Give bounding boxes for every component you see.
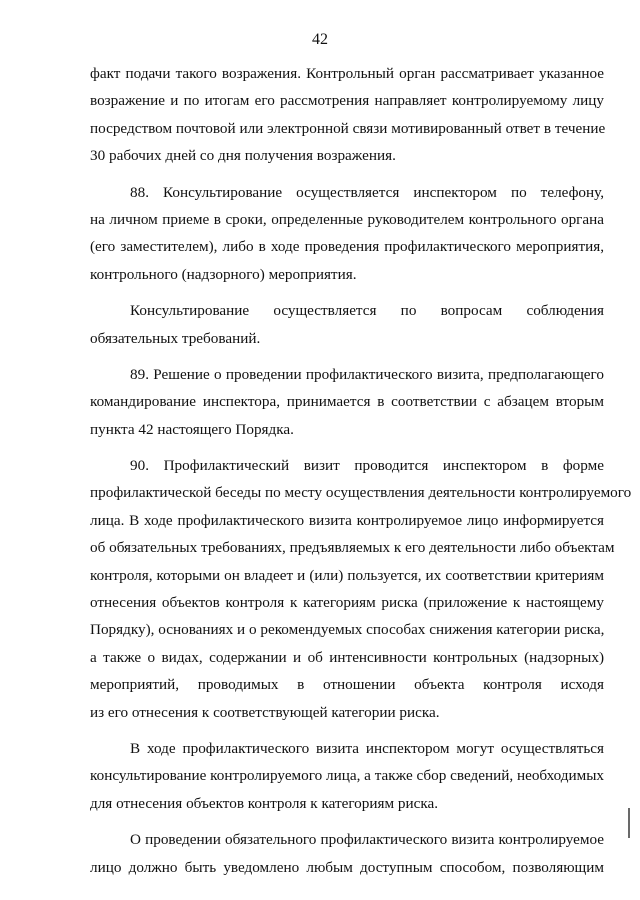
text-line: отнесения объектов контроля к категориям риска (приложение к настоящему	[90, 594, 604, 612]
text-line: пункта 42 настоящего Порядка.	[90, 420, 294, 438]
text-line: командирование инспектора, принимается в соответствии с абзацем вторым	[90, 393, 604, 411]
text-line: факт подачи такого возражения. Контрольный орган рассматривает указанное	[90, 65, 604, 82]
text-line: О проведении обязательного профилактического визита контролируемое	[130, 831, 604, 849]
text-line: (его заместителем), либо в ходе проведения профилактического мероприятия,	[90, 238, 604, 256]
text-line: контрольного (надзорного) мероприятия.	[90, 265, 357, 283]
text-line: из его отнесения к соответствующей категории риска.	[90, 703, 440, 721]
text-line: В ходе профилактического визита инспектором могут осуществляться	[130, 739, 604, 757]
text-line: 90. Профилактический визит проводится инспектором в форме	[130, 457, 604, 475]
text-line: мероприятий, проводимых в отношении объекта контроля исходя	[90, 676, 604, 694]
paragraph-p-90	[90, 452, 632, 726]
paragraph-p-90b	[90, 735, 604, 817]
text-line: возражение и по итогам его рассмотрения направляет контролируемому лицу	[90, 92, 604, 110]
text-line: контроля, которыми он владеет и (или) пользуется, их соответствии критериям	[90, 566, 604, 584]
paragraph-p-90c	[90, 826, 604, 881]
paragraph-p-88b	[90, 297, 604, 352]
text-line: 89. Решение о проведении профилактического визита, предполагающего	[130, 365, 604, 383]
text-line: консультирование контролируемого лица, а также сбор сведений, необходимых	[90, 767, 604, 785]
text-line: посредством почтовой или электронной связи мотивированный ответ в течение	[90, 119, 606, 137]
text-line: а также о видах, содержании и об интенсивности контрольных (надзорных)	[90, 648, 604, 666]
text-line: об обязательных требованиях, предъявляемых к его деятельности либо объектам	[90, 539, 615, 557]
paragraph-p-88	[90, 179, 604, 289]
text-line: для отнесения объектов контроля к категориям риска.	[90, 794, 439, 812]
paragraph-p-89	[90, 361, 604, 443]
text-line: на личном приеме в сроки, определенные руководителем контрольного органа	[90, 210, 604, 228]
text-line: 88. Консультирование осуществляется инспектором по телефону,	[130, 183, 604, 201]
text-line: лицо должно быть уведомлено любым доступным способом, позволяющим	[90, 858, 604, 876]
scan-margin-mark	[628, 808, 630, 838]
text-line: Порядку), основаниях и о рекомендуемых способах снижения категории риска,	[90, 621, 605, 639]
document-body	[90, 60, 632, 890]
text-line: обязательных требований.	[90, 329, 261, 347]
text-line: 30 рабочих дней со дня получения возражения.	[90, 147, 396, 165]
text-line: профилактической беседы по месту осуществления деятельности контролируемого	[90, 484, 632, 502]
text-line: Консультирование осуществляется по вопросам соблюдения	[130, 302, 604, 320]
page-number: 42	[312, 31, 328, 48]
paragraph-p-cont	[90, 60, 604, 170]
text-line: лица. В ходе профилактического визита контролируемое лицо информируется	[90, 511, 604, 529]
